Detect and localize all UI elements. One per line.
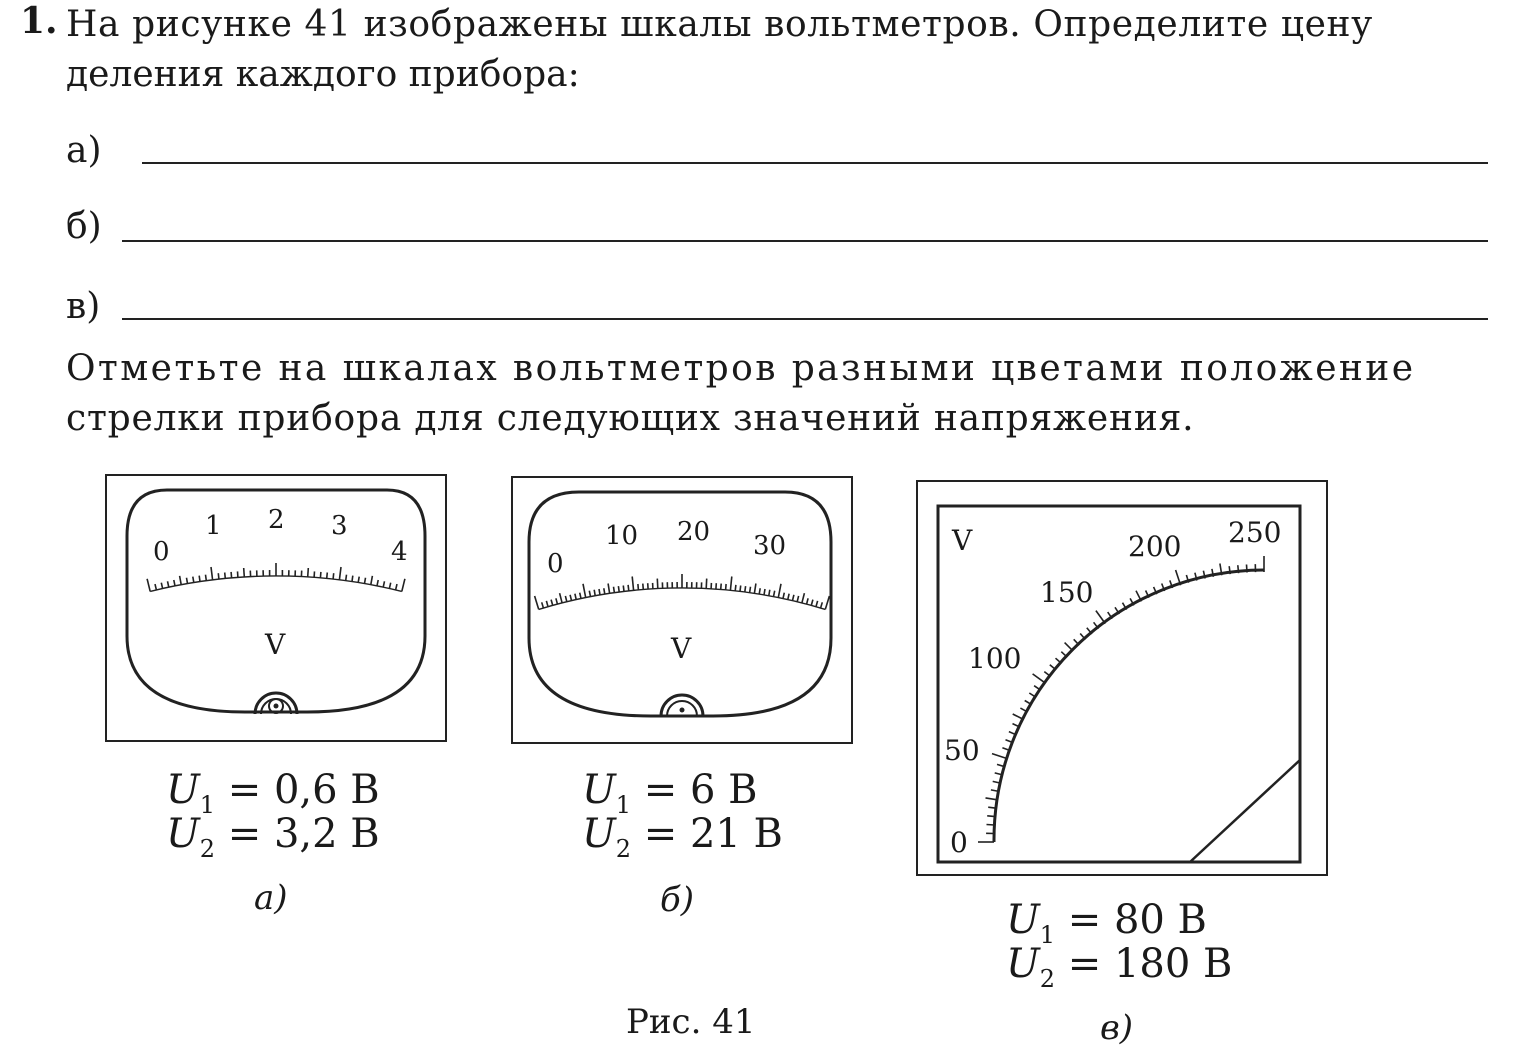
voltmeter-a-panel — [105, 474, 447, 742]
scale-tick — [580, 593, 581, 599]
scale-label-100: 100 — [968, 642, 1022, 675]
scale-tick — [383, 581, 384, 587]
scale-tick — [788, 594, 789, 600]
needle-pivot — [661, 695, 703, 716]
scale-tick — [816, 601, 818, 607]
scale-tick — [371, 576, 373, 585]
scale-tick — [992, 754, 1007, 759]
scale-tick — [161, 583, 162, 589]
scale-label-150: 150 — [1040, 576, 1094, 609]
meter-c-letter: в) — [1100, 1008, 1134, 1048]
scale-tick — [802, 593, 805, 603]
scale-tick — [657, 579, 658, 589]
answer-label-a: а) — [66, 130, 102, 171]
scale-tick — [211, 567, 213, 580]
scale-tick — [628, 585, 629, 591]
scale-tick — [244, 568, 245, 577]
meter-c-u1: $U_1 = 80$ В — [1006, 897, 1207, 949]
scale-tick — [807, 598, 809, 604]
scale-tick — [551, 600, 553, 606]
voltmeter-b-panel — [511, 476, 853, 744]
scale-tick — [346, 575, 347, 581]
scale-tick — [793, 595, 794, 601]
scale-tick — [604, 588, 605, 594]
scale-tick — [1013, 714, 1024, 719]
scale-tick — [193, 577, 194, 583]
unit-label: V — [265, 628, 286, 661]
scale-label-20: 20 — [677, 517, 711, 547]
scale-tick — [583, 584, 586, 598]
scale-tick — [764, 589, 765, 595]
scale-label-0: 0 — [153, 537, 170, 567]
scale-tick — [339, 567, 341, 580]
scale-tick — [389, 583, 390, 589]
scale-tick — [147, 579, 150, 592]
needle-corner-line — [1190, 760, 1300, 862]
answer-label-b: б) — [66, 206, 102, 247]
scale-label-0: 0 — [547, 549, 564, 579]
scale-label-3: 3 — [331, 511, 348, 541]
scale-label-1: 1 — [205, 511, 222, 541]
scale-label-4: 4 — [391, 537, 408, 567]
meter-c-u2: $U_2 = 180$ В — [1006, 941, 1233, 993]
figure-caption: Рис. 41 — [626, 1002, 756, 1042]
scale-tick — [402, 579, 405, 592]
scale-tick — [546, 601, 548, 607]
scale-tick — [821, 602, 823, 608]
scale-arc — [539, 588, 826, 609]
scale-tick — [358, 577, 359, 583]
scale-tick — [783, 593, 784, 599]
scale-label-200: 200 — [1128, 530, 1182, 563]
voltmeter-c-panel — [916, 480, 1328, 876]
scale-tick — [811, 600, 813, 606]
scale-tick — [988, 807, 996, 808]
dial-outline — [938, 506, 1300, 862]
voltmeter-c-dial[interactable] — [918, 482, 1326, 874]
scale-tick — [706, 579, 707, 589]
scale-tick — [1247, 565, 1248, 573]
scale-tick — [218, 573, 219, 579]
scale-tick — [174, 580, 175, 586]
scale-tick — [721, 584, 722, 590]
meter-a-u2: $U_2 = 3,2$ В — [166, 811, 380, 863]
scale-tick — [333, 573, 334, 579]
scale-ticks-b — [535, 574, 830, 609]
meter-a-u1: $U_1 = 0,6$ В — [166, 767, 380, 819]
scale-tick — [614, 587, 615, 593]
scale-tick — [726, 584, 727, 590]
scale-tick — [1096, 611, 1105, 624]
scale-tick — [542, 602, 544, 608]
scale-tick — [565, 596, 566, 602]
unit-label: V — [671, 632, 692, 665]
scale-tick — [754, 584, 756, 594]
voltmeter-a-dial[interactable] — [107, 476, 445, 740]
scale-label-30: 30 — [753, 531, 787, 561]
scale-label-10: 10 — [605, 521, 639, 551]
task-text-line-1: На рисунке 41 изображены шкалы вольтметров. Определите цену — [66, 4, 1373, 45]
answer-line-c[interactable] — [122, 318, 1488, 320]
scale-arc — [150, 576, 402, 591]
scale-ticks-c — [978, 556, 1264, 842]
scale-tick — [396, 584, 397, 590]
scale-tick — [759, 588, 760, 594]
scale-tick — [187, 578, 188, 584]
answer-line-a[interactable] — [142, 162, 1488, 164]
unit-label: V — [952, 524, 973, 557]
scale-tick — [599, 589, 600, 595]
scale-label-2: 2 — [268, 505, 285, 535]
meter-b-letter: б) — [660, 880, 695, 920]
scale-tick — [643, 584, 644, 590]
instruction-line-1: Отметьте на шкалах вольтметров разными цветами положение — [66, 348, 1416, 389]
scale-tick — [638, 584, 639, 590]
instruction-line-2: стрелки прибора для следующих значений напряжения. — [66, 398, 1195, 439]
scale-tick — [575, 594, 576, 600]
scale-tick — [745, 586, 746, 592]
scale-tick — [570, 595, 571, 601]
scale-tick — [1238, 565, 1239, 573]
scale-tick — [560, 593, 563, 603]
scale-tick — [206, 575, 207, 581]
scale-tick — [750, 587, 751, 593]
scale-tick — [825, 596, 829, 609]
meter-a-letter: а) — [254, 878, 288, 918]
scale-tick — [623, 586, 624, 592]
task-text-line-2: деления каждого прибора: — [66, 54, 580, 95]
scale-tick — [589, 591, 590, 597]
scale-tick — [778, 584, 781, 598]
scale-tick — [1065, 643, 1074, 652]
scale-tick — [535, 596, 539, 609]
scale-tick — [556, 598, 558, 604]
scale-tick — [618, 586, 619, 592]
meter-b-u2: $U_2 = 21$ В — [582, 811, 783, 863]
scale-tick — [168, 581, 169, 587]
scale-tick — [740, 586, 741, 592]
scale-tick — [774, 591, 775, 597]
scale-tick — [199, 576, 200, 582]
scale-tick — [730, 577, 731, 591]
scale-tick — [594, 590, 595, 596]
scale-tick — [987, 816, 995, 817]
scale-tick — [797, 596, 798, 602]
scale-tick — [735, 585, 736, 591]
scale-tick — [608, 584, 610, 594]
scale-tick — [308, 568, 309, 577]
scale-tick — [632, 577, 633, 591]
scale-ticks-a — [147, 563, 405, 591]
answer-label-c: в) — [66, 286, 101, 327]
meter-b-u1: $U_1 = 6$ В — [582, 767, 758, 819]
scale-tick — [377, 580, 378, 586]
scale-tick — [155, 584, 156, 590]
scale-tick — [352, 576, 353, 582]
scale-label-0: 0 — [950, 826, 968, 859]
answer-line-b[interactable] — [122, 240, 1488, 242]
scale-tick — [365, 578, 366, 584]
scale-tick — [986, 798, 998, 800]
scale-tick — [769, 590, 770, 596]
scale-tick — [180, 576, 182, 585]
task-number: 1. — [20, 0, 58, 42]
scale-label-250: 250 — [1228, 516, 1282, 549]
scale-label-50: 50 — [944, 734, 980, 767]
scale-tick — [1229, 566, 1230, 574]
scale-tick — [1033, 674, 1046, 683]
scale-tick — [987, 825, 995, 826]
scale-arc — [994, 570, 1264, 842]
voltmeter-b-dial[interactable] — [513, 478, 851, 742]
